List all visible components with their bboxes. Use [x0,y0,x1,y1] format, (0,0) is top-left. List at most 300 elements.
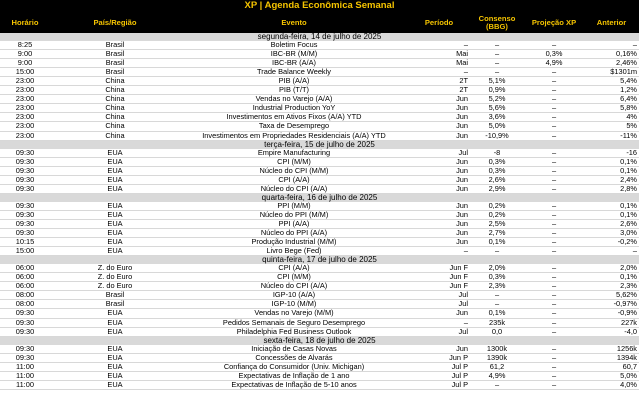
cell-time: 09:30 [0,157,50,166]
cell-country: EUA [50,202,180,211]
cell-period: 2T [408,77,470,86]
cell-time: 09:30 [0,229,50,238]
table-row [0,166,639,175]
cell-xp-projection: – [524,202,584,211]
cell-previous: 2,8% [584,184,639,193]
cell-consensus: 5,0% [470,122,524,131]
cell-consensus: 1390k [470,353,524,362]
cell-consensus: 0,0 [470,327,524,336]
header-row [0,12,639,33]
cell-country: Z. do Euro [50,264,180,273]
table-row [0,113,639,122]
cell-xp-projection: – [524,95,584,104]
table-row [0,184,639,193]
cell-previous: 2,3% [584,282,639,291]
cell-time: 06:00 [0,273,50,282]
cell-event: Industrial Production YoY [180,104,408,113]
cell-event: IGP-10 (M/M) [180,300,408,309]
cell-time: 09:30 [0,166,50,175]
cell-event: Livro Bege (Fed) [180,247,408,256]
cell-period: Jun [408,166,470,175]
cell-previous: 60,7 [584,362,639,371]
cell-previous: 2,46% [584,59,639,68]
cell-xp-projection: – [524,184,584,193]
cell-consensus: 0,3% [470,166,524,175]
cell-period: Jul [408,327,470,336]
cell-previous: 0,1% [584,210,639,219]
cell-country: China [50,95,180,104]
cell-event: Concessões de Alvarás [180,353,408,362]
cell-country: EUA [50,371,180,380]
cell-period: Mai [408,50,470,59]
cell-country: EUA [50,166,180,175]
cell-consensus: 0,3% [470,273,524,282]
cell-event: IGP-10 (A/A) [180,291,408,300]
cell-previous: 2,0% [584,264,639,273]
cell-previous: 5,4% [584,77,639,86]
table-row [0,95,639,104]
cell-country: EUA [50,345,180,354]
cell-previous: -11% [584,131,639,140]
cell-period: Jul P [408,371,470,380]
cell-period: Jun [408,219,470,228]
cell-xp-projection: 0,3% [524,50,584,59]
cell-period: Jun [408,345,470,354]
cell-event: CPI (M/M) [180,157,408,166]
table-row [0,131,639,140]
cell-consensus: 2,3% [470,282,524,291]
cell-period: Jul [408,291,470,300]
cell-consensus: 2,5% [470,219,524,228]
cell-time: 23:00 [0,122,50,131]
cell-event: PIB (A/A) [180,77,408,86]
cell-time: 09:30 [0,219,50,228]
table-row [0,104,639,113]
cell-country: EUA [50,238,180,247]
table-row [0,77,639,86]
cell-country: China [50,104,180,113]
cell-xp-projection: – [524,264,584,273]
cell-period: Jul [408,300,470,309]
cell-time: 15:00 [0,68,50,77]
cell-previous: 2,6% [584,219,639,228]
cell-country: Brasil [50,59,180,68]
cell-xp-projection: 4,9% [524,59,584,68]
cell-country: Brasil [50,291,180,300]
cell-xp-projection: – [524,318,584,327]
day-header-row [0,140,639,149]
cell-xp-projection: – [524,175,584,184]
table-row [0,41,639,50]
agenda-table [0,12,639,390]
table-row [0,300,639,309]
cell-event: Boletim Focus [180,41,408,50]
cell-consensus: – [470,68,524,77]
table-row [0,362,639,371]
cell-time: 11:00 [0,380,50,389]
cell-event: Philadelphia Fed Business Outlook [180,327,408,336]
cell-time: 23:00 [0,104,50,113]
cell-previous: $1301m [584,68,639,77]
cell-time: 09:30 [0,345,50,354]
cell-xp-projection: – [524,131,584,140]
table-row [0,59,639,68]
agenda-body [0,33,639,389]
cell-event: Trade Balance Weekly [180,68,408,77]
cell-period: Jun [408,309,470,318]
col-header-time: Horário [0,12,50,33]
cell-time: 09:30 [0,309,50,318]
cell-event: IBC-BR (M/M) [180,50,408,59]
cell-xp-projection: – [524,380,584,389]
cell-country: EUA [50,229,180,238]
cell-xp-projection: – [524,68,584,77]
cell-period: – [408,41,470,50]
cell-previous: 5,8% [584,104,639,113]
cell-consensus: 0,2% [470,202,524,211]
cell-consensus: 5,2% [470,95,524,104]
cell-consensus: 2,7% [470,229,524,238]
cell-period: Jul P [408,380,470,389]
cell-xp-projection: – [524,219,584,228]
cell-consensus: 61,2 [470,362,524,371]
cell-event: Núcleo do CPI (A/A) [180,184,408,193]
page-title: XP | Agenda Econômica Semanal [0,0,639,12]
cell-country: EUA [50,327,180,336]
cell-country: EUA [50,318,180,327]
day-header-row [0,33,639,41]
cell-consensus: 0,1% [470,309,524,318]
cell-country: EUA [50,380,180,389]
cell-previous: -0,9% [584,309,639,318]
cell-event: Confiança do Consumidor (Univ. Michigan) [180,362,408,371]
cell-time: 11:00 [0,362,50,371]
cell-previous: – [584,247,639,256]
table-row [0,202,639,211]
cell-previous: 5,62% [584,291,639,300]
cell-xp-projection: – [524,210,584,219]
cell-previous: 4% [584,113,639,122]
table-row [0,345,639,354]
cell-period: – [408,68,470,77]
col-header-consensus: Consenso (BBG) [470,12,524,33]
cell-previous: 1,2% [584,86,639,95]
table-row [0,50,639,59]
col-header-previous: Anterior [584,12,639,33]
cell-previous: 0,1% [584,202,639,211]
cell-previous: 0,1% [584,166,639,175]
cell-event: Investimentos em Ativos Fixos (A/A) YTD [180,113,408,122]
cell-country: EUA [50,362,180,371]
table-row [0,318,639,327]
table-row [0,122,639,131]
cell-time: 9:00 [0,59,50,68]
cell-previous: 5,0% [584,371,639,380]
day-header-row [0,193,639,202]
cell-consensus: 3,6% [470,113,524,122]
cell-xp-projection: – [524,247,584,256]
cell-previous: 0,1% [584,273,639,282]
cell-time: 23:00 [0,95,50,104]
cell-event: PPI (A/A) [180,219,408,228]
cell-previous: 3,0% [584,229,639,238]
cell-event: Núcleo do CPI (M/M) [180,166,408,175]
cell-period: 2T [408,86,470,95]
cell-country: China [50,86,180,95]
cell-consensus: 1300k [470,345,524,354]
cell-event: Investimentos em Propriedades Residenciais (A/A) YTD [180,131,408,140]
cell-time: 15:00 [0,247,50,256]
cell-country: China [50,77,180,86]
cell-period: Jun [408,104,470,113]
cell-previous: -0,2% [584,238,639,247]
cell-xp-projection: – [524,229,584,238]
day-label: segunda-feira, 14 de julho de 2025 [0,33,639,41]
cell-event: Núcleo do PPI (M/M) [180,210,408,219]
col-header-period: Período [408,12,470,33]
cell-event: Iniciação de Casas Novas [180,345,408,354]
cell-event: CPI (M/M) [180,273,408,282]
cell-consensus: 0,3% [470,157,524,166]
cell-event: Empire Manufacturing [180,149,408,158]
cell-previous: 227k [584,318,639,327]
cell-period: Jun [408,202,470,211]
cell-period: Jun [408,95,470,104]
cell-consensus: -8 [470,149,524,158]
cell-xp-projection: – [524,238,584,247]
cell-consensus: – [470,50,524,59]
cell-country: Z. do Euro [50,282,180,291]
cell-event: PIB (T/T) [180,86,408,95]
cell-time: 09:30 [0,175,50,184]
table-row [0,238,639,247]
cell-previous: 1394k [584,353,639,362]
cell-country: China [50,122,180,131]
table-row [0,282,639,291]
cell-period: Jun P [408,353,470,362]
cell-previous: 0,16% [584,50,639,59]
table-row [0,229,639,238]
cell-period: Jun [408,113,470,122]
day-label: sexta-feira, 18 de julho de 2025 [0,336,639,345]
cell-period: Jul P [408,362,470,371]
cell-previous: – [584,41,639,50]
cell-country: Z. do Euro [50,273,180,282]
cell-time: 09:30 [0,353,50,362]
day-label: quinta-feira, 17 de julho de 2025 [0,256,639,265]
day-header-row [0,336,639,345]
cell-previous: -16 [584,149,639,158]
cell-xp-projection: – [524,327,584,336]
cell-xp-projection: – [524,41,584,50]
col-header-xp-projection: Projeção XP [524,12,584,33]
table-row [0,264,639,273]
cell-time: 23:00 [0,113,50,122]
cell-country: EUA [50,175,180,184]
cell-period: Jun [408,238,470,247]
day-label: terça-feira, 15 de julho de 2025 [0,140,639,149]
cell-previous: 1256k [584,345,639,354]
cell-xp-projection: – [524,113,584,122]
cell-xp-projection: – [524,157,584,166]
cell-country: EUA [50,184,180,193]
cell-event: Expectativas de Inflação de 1 ano [180,371,408,380]
cell-event: Produção Industrial (M/M) [180,238,408,247]
cell-event: CPI (A/A) [180,175,408,184]
table-row [0,380,639,389]
cell-period: – [408,318,470,327]
cell-time: 23:00 [0,131,50,140]
cell-event: Vendas no Varejo (M/M) [180,309,408,318]
cell-xp-projection: – [524,149,584,158]
cell-period: Jun [408,157,470,166]
cell-previous: 5% [584,122,639,131]
cell-consensus: 0,1% [470,238,524,247]
cell-xp-projection: – [524,371,584,380]
cell-time: 09:30 [0,149,50,158]
cell-time: 08:00 [0,291,50,300]
cell-country: EUA [50,157,180,166]
cell-time: 11:00 [0,371,50,380]
cell-country: China [50,113,180,122]
table-row [0,175,639,184]
cell-event: Núcleo do CPI (A/A) [180,282,408,291]
cell-xp-projection: – [524,300,584,309]
table-row [0,309,639,318]
cell-country: Brasil [50,300,180,309]
cell-consensus: 2,0% [470,264,524,273]
cell-country: EUA [50,210,180,219]
cell-consensus: 5,6% [470,104,524,113]
cell-consensus: 5,1% [470,77,524,86]
cell-consensus: 4,9% [470,371,524,380]
table-row [0,327,639,336]
cell-country: EUA [50,219,180,228]
cell-consensus: -10,9% [470,131,524,140]
table-row [0,86,639,95]
cell-time: 23:00 [0,86,50,95]
cell-event: Expectativas de Inflação de 5-10 anos [180,380,408,389]
cell-time: 09:30 [0,210,50,219]
cell-event: Vendas no Varejo (A/A) [180,95,408,104]
cell-previous: 4,0% [584,380,639,389]
cell-country: EUA [50,309,180,318]
cell-consensus: 2,6% [470,175,524,184]
day-label: quarta-feira, 16 de julho de 2025 [0,193,639,202]
table-row [0,68,639,77]
cell-previous: 2,4% [584,175,639,184]
cell-period: Jun [408,122,470,131]
cell-country: Brasil [50,50,180,59]
cell-previous: -0,97% [584,300,639,309]
cell-consensus: 235k [470,318,524,327]
cell-time: 06:00 [0,264,50,273]
cell-consensus: – [470,41,524,50]
cell-period: Jun [408,175,470,184]
cell-time: 8:25 [0,41,50,50]
cell-time: 09:30 [0,184,50,193]
table-row [0,149,639,158]
cell-xp-projection: – [524,362,584,371]
table-row [0,371,639,380]
cell-consensus: 0,2% [470,210,524,219]
cell-period: – [408,247,470,256]
cell-time: 09:30 [0,318,50,327]
cell-xp-projection: – [524,353,584,362]
cell-period: Jun [408,210,470,219]
cell-time: 09:30 [0,327,50,336]
cell-xp-projection: – [524,122,584,131]
cell-event: Pedidos Semanais de Seguro Desemprego [180,318,408,327]
cell-xp-projection: – [524,77,584,86]
cell-xp-projection: – [524,345,584,354]
cell-country: EUA [50,353,180,362]
table-row [0,291,639,300]
cell-period: Jun [408,131,470,140]
cell-xp-projection: – [524,309,584,318]
cell-country: China [50,131,180,140]
cell-period: Jun F [408,264,470,273]
cell-xp-projection: – [524,282,584,291]
cell-event: Núcleo do PPI (A/A) [180,229,408,238]
cell-period: Jun [408,229,470,238]
cell-xp-projection: – [524,273,584,282]
cell-previous: 0,1% [584,157,639,166]
cell-consensus: 0,9% [470,86,524,95]
cell-time: 10:15 [0,238,50,247]
cell-xp-projection: – [524,291,584,300]
cell-consensus: – [470,291,524,300]
table-row [0,210,639,219]
cell-event: Taxa de Desemprego [180,122,408,131]
cell-time: 08:00 [0,300,50,309]
cell-time: 09:30 [0,202,50,211]
table-row [0,247,639,256]
cell-time: 9:00 [0,50,50,59]
cell-period: Jul [408,149,470,158]
cell-previous: -4,0 [584,327,639,336]
table-row [0,273,639,282]
cell-consensus: – [470,380,524,389]
cell-consensus: – [470,300,524,309]
cell-xp-projection: – [524,86,584,95]
table-row [0,219,639,228]
day-header-row [0,256,639,265]
cell-country: Brasil [50,68,180,77]
cell-event: IBC-BR (A/A) [180,59,408,68]
cell-country: EUA [50,247,180,256]
col-header-country: País/Região [50,12,180,33]
cell-time: 06:00 [0,282,50,291]
table-row [0,353,639,362]
cell-event: CPI (A/A) [180,264,408,273]
table-row [0,157,639,166]
cell-event: PPI (M/M) [180,202,408,211]
cell-period: Mai [408,59,470,68]
cell-consensus: – [470,247,524,256]
cell-xp-projection: – [524,104,584,113]
cell-previous: 6,4% [584,95,639,104]
cell-country: Brasil [50,41,180,50]
cell-period: Jun F [408,282,470,291]
cell-country: EUA [50,149,180,158]
col-header-event: Evento [180,12,408,33]
cell-consensus: – [470,59,524,68]
cell-xp-projection: – [524,166,584,175]
cell-period: Jun F [408,273,470,282]
cell-consensus: 2,9% [470,184,524,193]
cell-period: Jun [408,184,470,193]
